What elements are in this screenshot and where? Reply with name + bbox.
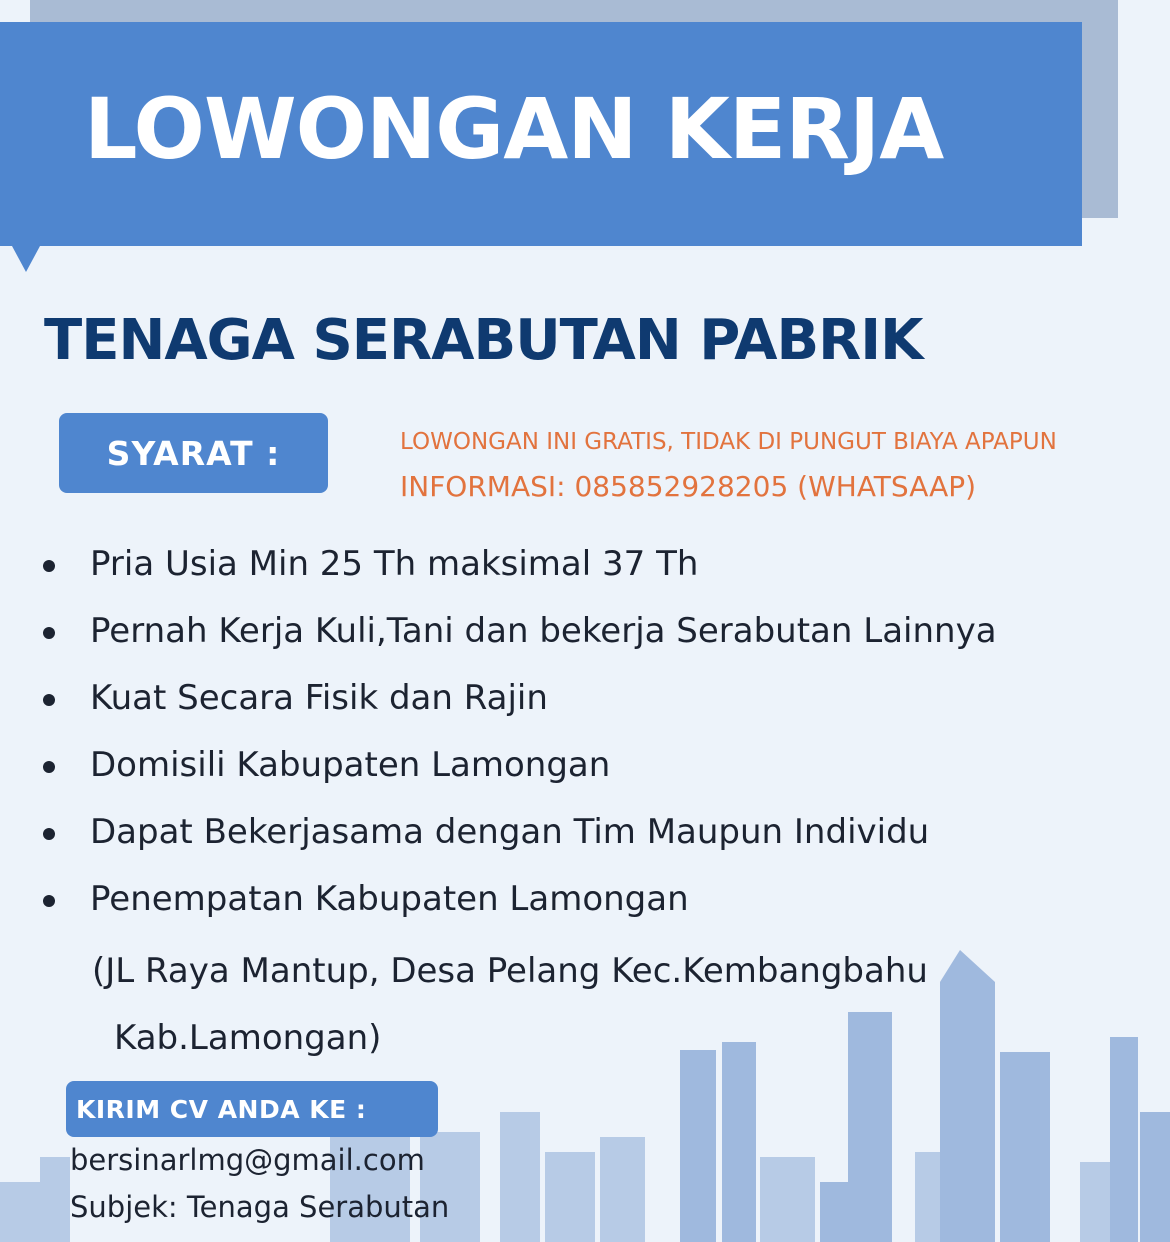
address-line-2: Kab.Lamongan) — [114, 1018, 382, 1058]
contact-info: INFORMASI: 085852928205 (WHATSAAP) — [400, 470, 977, 503]
email-subject: Subjek: Tenaga Serabutan — [70, 1190, 450, 1224]
send-cv-badge — [66, 1081, 438, 1137]
bullet-icon — [43, 828, 55, 840]
bullet-icon — [43, 694, 55, 706]
bullet-icon — [43, 560, 55, 572]
requirements-badge — [59, 413, 328, 493]
banner-pointer — [12, 246, 40, 272]
requirements-label: SYARAT : — [106, 433, 281, 473]
list-item: Penempatan Kabupaten Lamongan — [0, 871, 1170, 938]
banner-title: LOWONGAN KERJA — [84, 80, 944, 178]
bullet-icon — [43, 627, 55, 639]
bullet-icon — [43, 761, 55, 773]
job-title: TENAGA SERABUTAN PABRIK — [44, 308, 923, 373]
send-cv-label: KIRIM CV ANDA KE : — [76, 1094, 367, 1124]
list-item: Dapat Bekerjasama dengan Tim Maupun Individu — [0, 804, 1170, 871]
list-item: Domisili Kabupaten Lamongan — [0, 737, 1170, 804]
requirements-list — [0, 536, 1170, 938]
bullet-icon — [43, 895, 55, 907]
placement-address — [92, 938, 928, 1072]
list-item: Pernah Kerja Kuli,Tani dan bekerja Serabutan Lainnya — [0, 603, 1170, 670]
list-item: Pria Usia Min 25 Th maksimal 37 Th — [0, 536, 1170, 603]
address-line-1: (JL Raya Mantup, Desa Pelang Kec.Kembangbahu — [92, 951, 928, 991]
free-notice: LOWONGAN INI GRATIS, TIDAK DI PUNGUT BIAYA APAPUN — [400, 429, 1057, 455]
email-address[interactable]: bersinarlmg@gmail.com — [70, 1143, 425, 1177]
list-item: Kuat Secara Fisik dan Rajin — [0, 670, 1170, 737]
